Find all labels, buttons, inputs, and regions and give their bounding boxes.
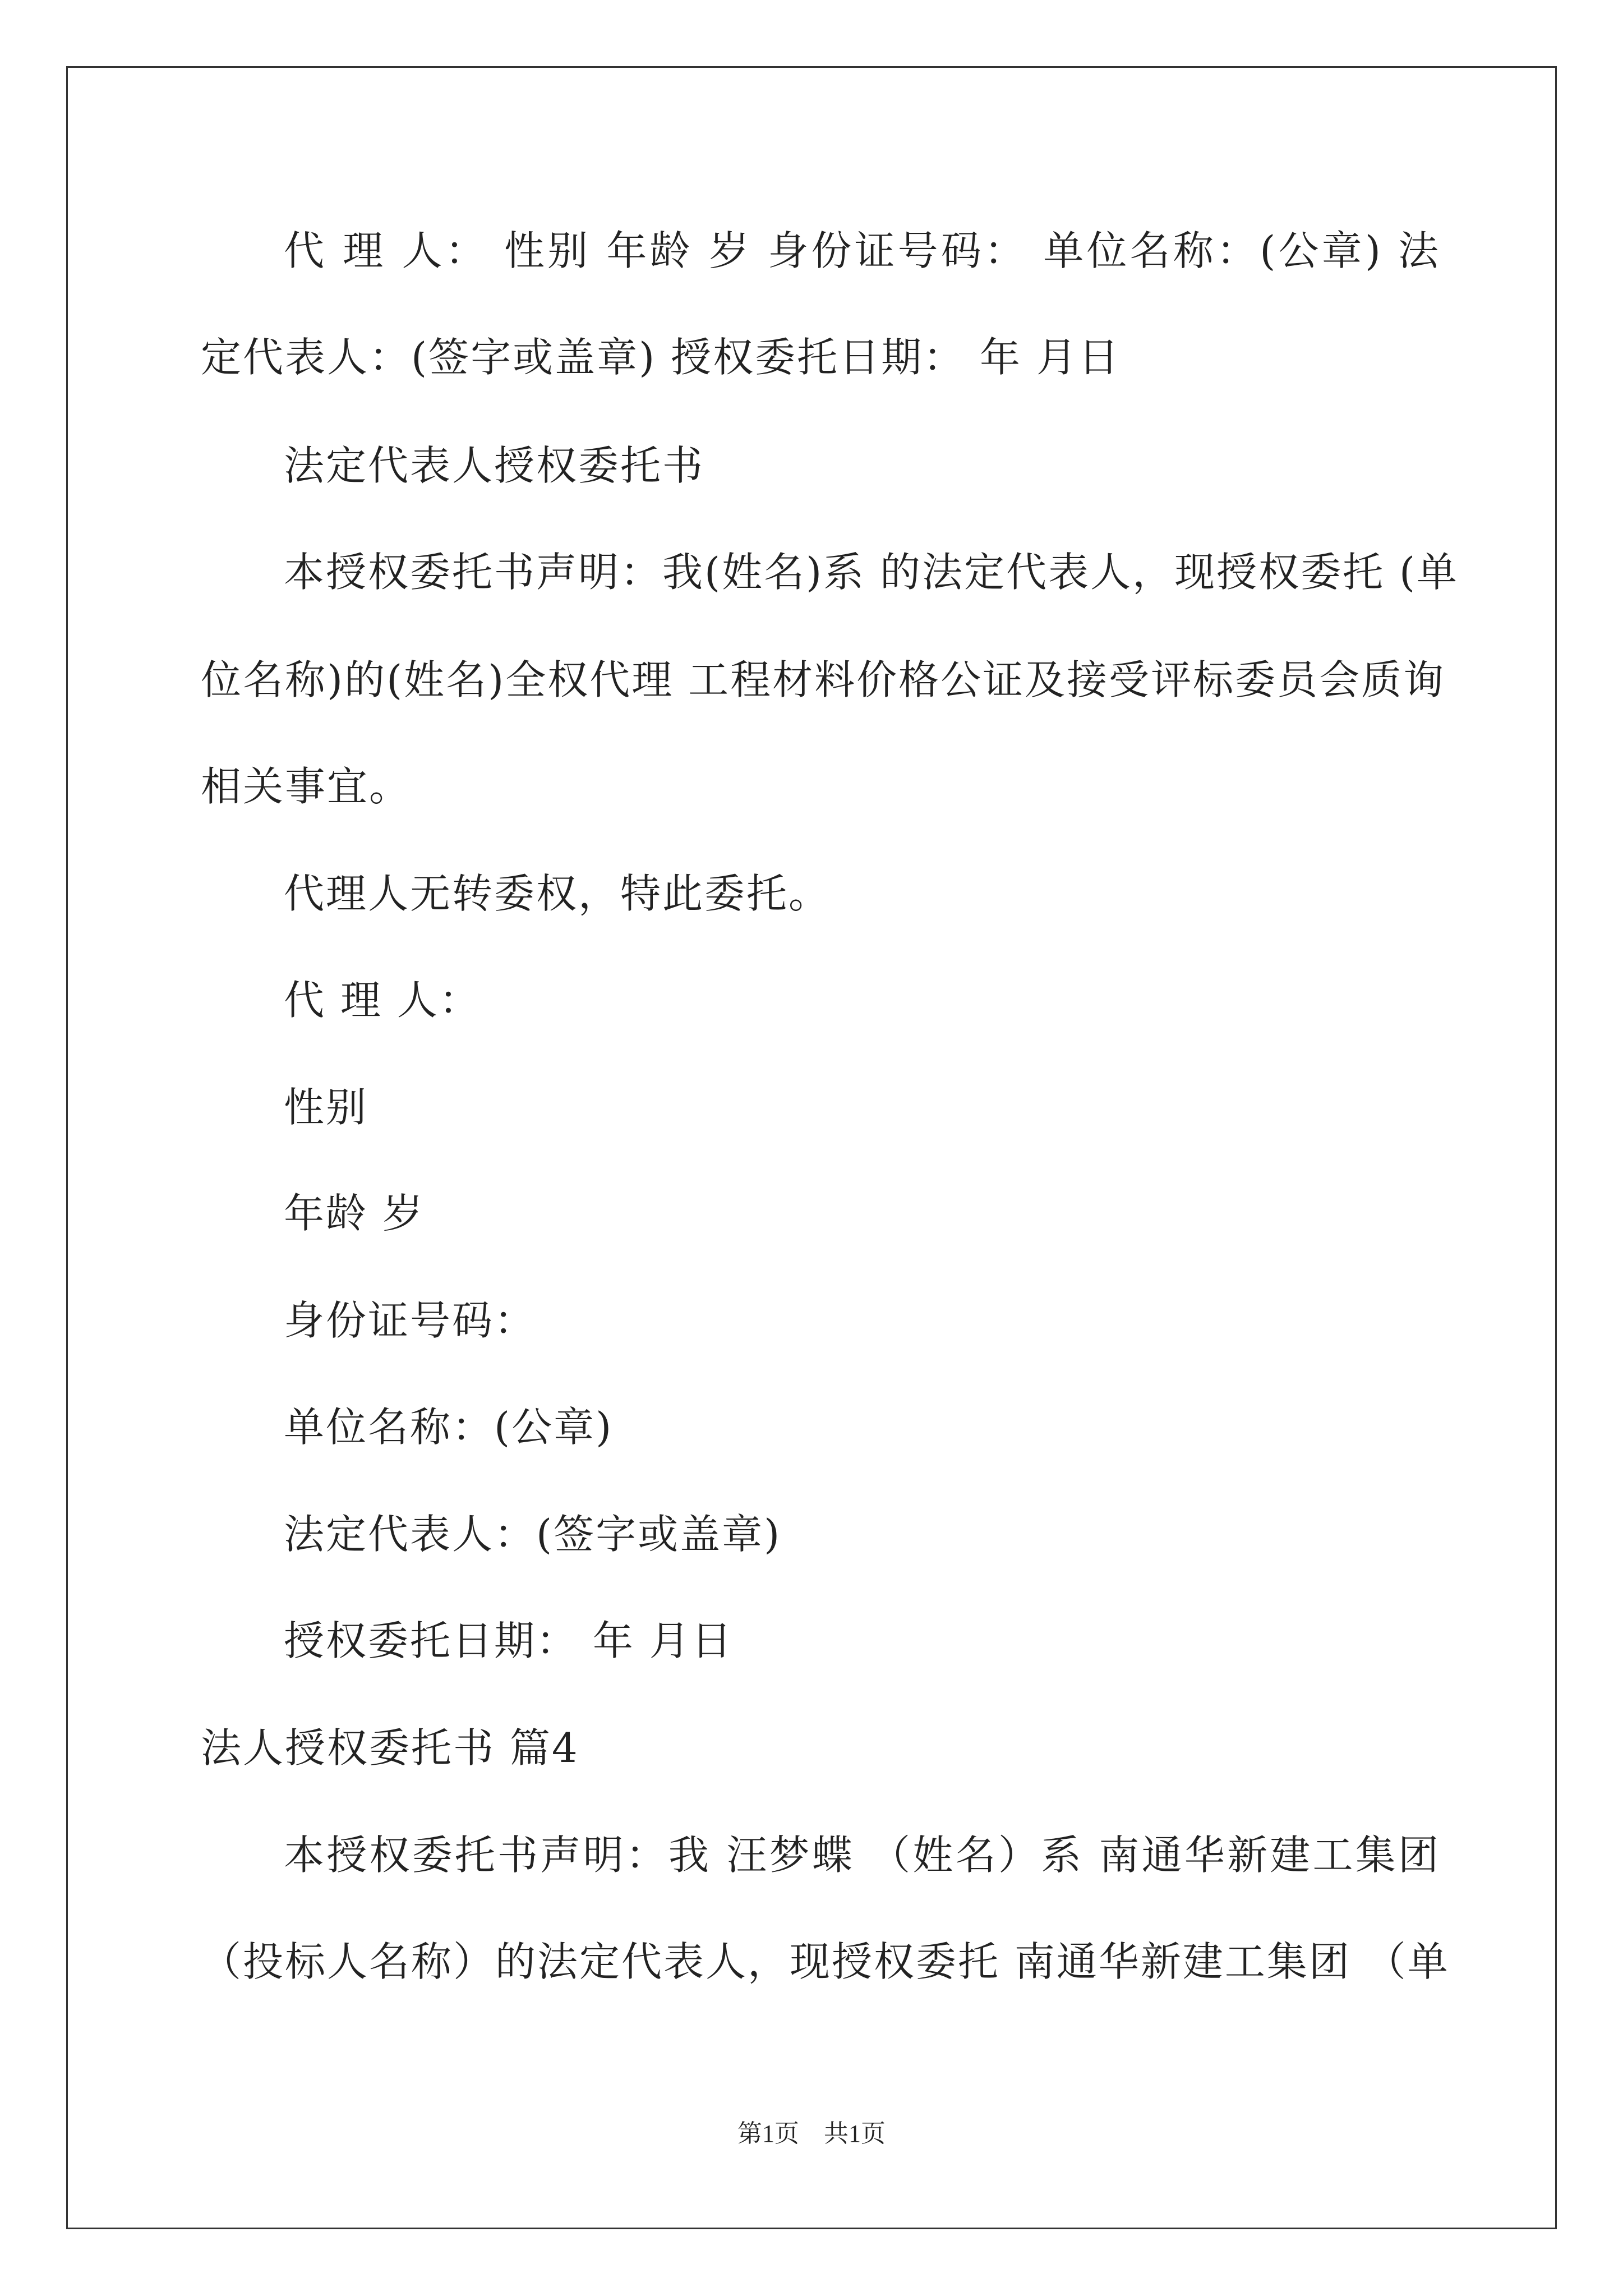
paragraph-line: 本授权委托书声明：我 汪梦蝶 （姓名）系 南通华新建工集团 [284,1832,1440,1879]
section-heading: 法定代表人授权委托书 [284,442,705,489]
page-number: 第1页 共1页 [737,2120,886,2147]
form-field-agent: 代 理 人： [284,977,481,1024]
form-field-age: 年龄 岁 [284,1190,425,1237]
form-field-unit-name: 单位名称：(公章) [284,1404,614,1451]
paragraph-line: 本授权委托书声明：我(姓名)系 的法定代表人，现授权委托 (单 [284,549,1459,596]
paragraph-line: 相关事宜。 [201,763,412,810]
paragraph-line: 代 理 人： 性别 年龄 岁 身份证号码： 单位名称：(公章) 法 [284,227,1440,274]
section-heading: 法人授权委托书 篇4 [201,1724,579,1772]
form-field-id-number: 身份证号码： [284,1297,537,1344]
form-field-authorization-date: 授权委托日期： 年 月日 [284,1617,734,1664]
page-border [66,66,1557,2229]
paragraph-line: （投标人名称）的法定代表人，现授权委托 南通华新建工集团 （单 [201,1938,1450,1985]
form-field-legal-representative: 法定代表人：(签字或盖章) [284,1511,782,1558]
form-field-gender: 性别 [284,1084,368,1131]
paragraph-line: 位名称)的(姓名)全权代理 工程材料价格公证及接受评标委员会质询 [201,656,1446,703]
paragraph-line: 代理人无转委权，特此委托。 [284,870,831,917]
paragraph-line: 定代表人：(签字或盖章) 授权委托日期： 年 月日 [201,334,1121,381]
